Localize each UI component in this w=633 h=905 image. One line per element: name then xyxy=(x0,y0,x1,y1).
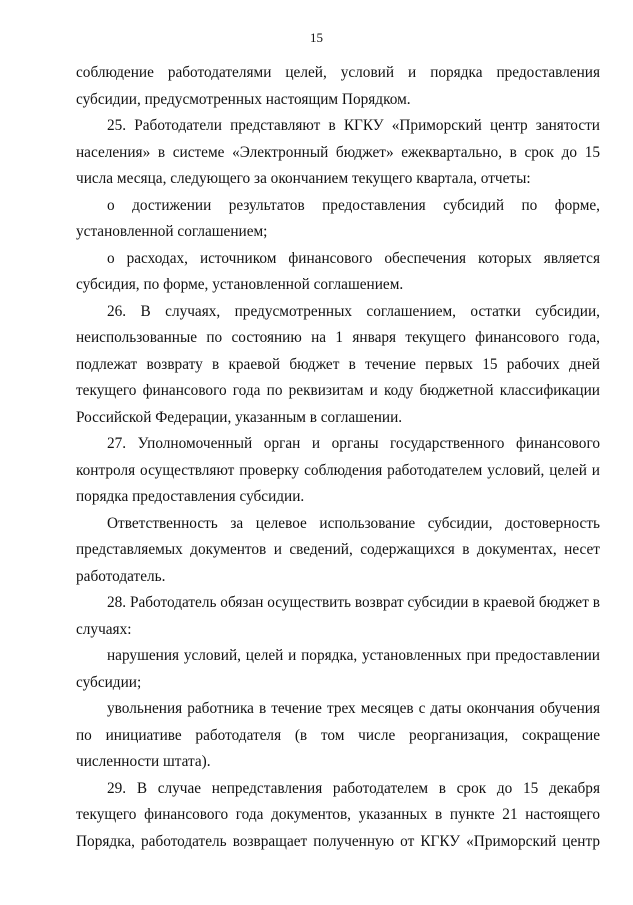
paragraph-25: 25. Работодатели представляют в КГКУ «Приморский центр занятости населения» в системе «Электронный бюджет» ежеквартально, в срок до 15 числа месяца, следующего за окончанием текущего квартала, отчеты: xyxy=(76,117,600,187)
paragraph-29: 29. В случае непредставления работодателем в срок до 15 декабря текущего финансового года документов, указанных в пункте 21 настоящего Порядка, работодатель возвращает полученную от КГКУ «Приморский центр xyxy=(76,779,600,850)
document-body xyxy=(76,60,600,855)
paragraph-continuation: соблюдение работодателями целей, условий и порядка предоставления субсидии, предусмотренных настоящим Порядком. xyxy=(76,64,600,108)
paragraph-25-item-results: о достижении результатов предоставления субсидий по форме, установленной соглашением; xyxy=(76,196,600,240)
paragraph-27-responsibility: Ответственность за целевое использование субсидии, достоверность представляемых документов и сведений, содержащихся в документах, несет работодатель. xyxy=(76,514,600,585)
paragraph-27: 27. Уполномоченный орган и органы государственного финансового контроля осуществляют проверку соблюдения работодателем условий, целей и порядка предоставления субсидии. xyxy=(76,435,600,505)
page-number: 15 xyxy=(310,30,323,45)
paragraph-28-item-violation: нарушения условий, целей и порядка, установленных при предоставлении субсидии; xyxy=(76,647,600,691)
paragraph-26: 26. В случаях, предусмотренных соглашением, остатки субсидии, неиспользованные по состоянию на 1 января текущего финансового года, подлежат возврату в краевой бюджет в течение первых 15 рабочих дней текущего финансового года по реквизитам и коду бюджетной классификации Российской Федерации, указанным в соглашении. xyxy=(76,302,600,426)
paragraph-28-item-dismissal: увольнения работника в течение трех месяцев с даты окончания обучения по инициативе работодателя (в том числе реорганизация, сокращение численности штата). xyxy=(76,700,600,770)
paragraph-28: 28. Работодатель обязан осуществить возврат субсидии в краевой бюджет в случаях: xyxy=(76,594,600,638)
paragraph-25-item-expenses: о расходах, источником финансового обеспечения которых является субсидия, по форме, установленной соглашением. xyxy=(76,249,600,293)
